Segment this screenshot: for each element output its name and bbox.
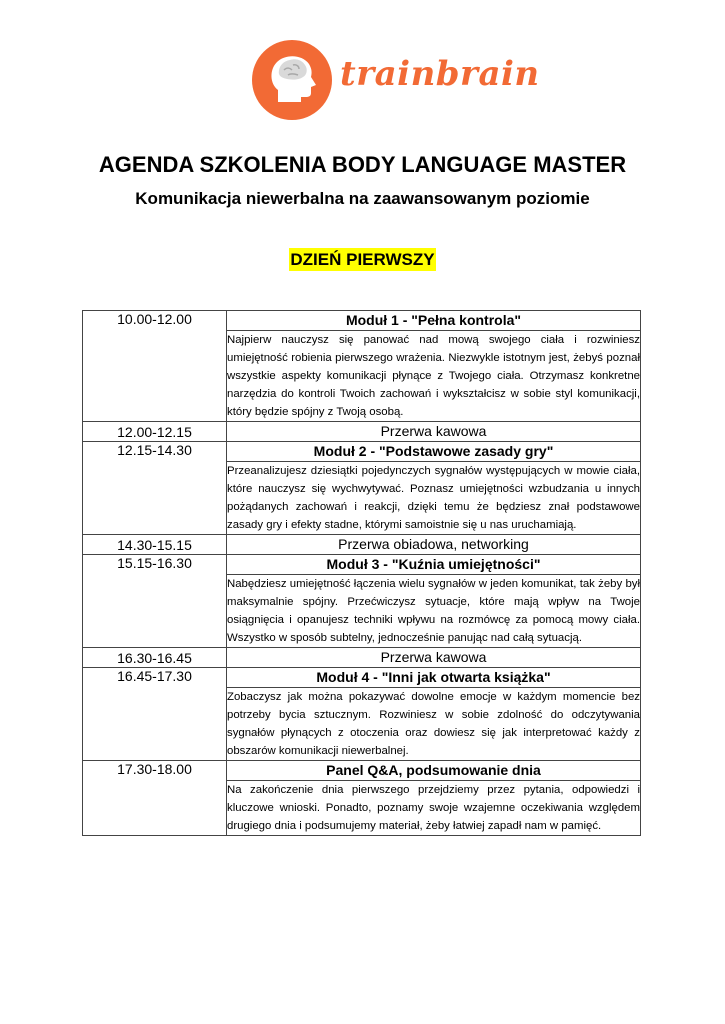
module-description: Nabędziesz umiejętność łączenia wielu sygnałów w jeden komunikat, tak żeby był maksymalnie spójny. Przećwiczysz sytuacje, które mają wpływ na Twoje osiągnięcia i opanujesz techniki wpływu na rozmówcę za pomocą mowy ciała. Wszystko w sposób subtelny, jednocześnie panując nad całą sytuacją. — [227, 575, 641, 648]
table-row — [83, 648, 641, 668]
table-row — [83, 422, 641, 442]
module-description: Zobaczysz jak można pokazywać dowolne emocje w każdym momencie bez potrzeby bycia sztucznym. Rozwiniesz w sobie zdolność do odczytywania sygnałów płynących z otoczenia oraz dowiesz się jak interpretować każdy z obszarów komunikacji niewerbalnej. — [227, 688, 641, 761]
break-label: Przerwa kawowa — [227, 422, 641, 442]
time-cell: 12.00-12.15 — [83, 422, 227, 442]
module-description: Przeanalizujesz dziesiątki pojedynczych sygnałów występujących w mowie ciała, które nauczysz się wychwytywać. Poznasz umiejętności wzbudzania u innych pożądanych zachowań i reakcji, dzięki temu że będziesz znał podstawowe zasady gry i efekty stadne, którymi samoistnie się u nas uruchamiają. — [227, 462, 641, 535]
module-title: Moduł 1 - "Pełna kontrola" — [227, 311, 641, 331]
table-row — [83, 555, 641, 575]
time-cell: 15.15-16.30 — [83, 555, 227, 648]
module-title: Moduł 3 - "Kuźnia umiejętności" — [227, 555, 641, 575]
day-label: DZIEŃ PIERWSZY — [290, 250, 435, 269]
break-label: Przerwa obiadowa, networking — [227, 535, 641, 555]
table-row — [83, 311, 641, 331]
day-heading — [0, 250, 725, 270]
table-row — [83, 535, 641, 555]
break-label: Przerwa kawowa — [227, 648, 641, 668]
module-description: Na zakończenie dnia pierwszego przejdziemy przez pytania, odpowiedzi i kluczowe wnioski. Ponadto, poznamy swoje wzajemne oczekiwania względem drugiego dnia i podsumujemy materiał, żeby łatwiej zapadł nam w pamięć. — [227, 781, 641, 836]
brand-wordmark: trainbrain — [340, 54, 540, 94]
page-title: AGENDA SZKOLENIA BODY LANGUAGE MASTER — [98, 152, 627, 177]
table-row — [83, 668, 641, 688]
agenda-table — [82, 310, 641, 836]
time-cell: 12.15-14.30 — [83, 442, 227, 535]
page-subtitle: Komunikacja niewerbalna na zaawansowanym poziomie — [135, 189, 590, 208]
time-cell: 14.30-15.15 — [83, 535, 227, 555]
time-cell: 10.00-12.00 — [83, 311, 227, 422]
table-row — [83, 761, 641, 781]
module-title: Moduł 2 - "Podstawowe zasady gry" — [227, 442, 641, 462]
head-brain-icon — [252, 40, 332, 120]
trainbrain-logo — [252, 40, 540, 120]
module-title: Moduł 4 - "Inni jak otwarta książka" — [227, 668, 641, 688]
table-row — [83, 442, 641, 462]
module-title: Panel Q&A, podsumowanie dnia — [227, 761, 641, 781]
time-cell: 17.30-18.00 — [83, 761, 227, 836]
time-cell: 16.30-16.45 — [83, 648, 227, 668]
module-description: Najpierw nauczysz się panować nad mową swojego ciała i rozwiniesz umiejętność robienia pierwszego wrażenia. Niezwykle istotnym jest, żebyś poznał wszystkie aspekty komunikacji płynące z Twojego ciała. Otrzymasz konkretne narzędzia do kontroli Twoich zachowań i wykształcisz w sobie styl komunikacji, który będzie spójny z Twoją osobą. — [227, 331, 641, 422]
time-cell: 16.45-17.30 — [83, 668, 227, 761]
